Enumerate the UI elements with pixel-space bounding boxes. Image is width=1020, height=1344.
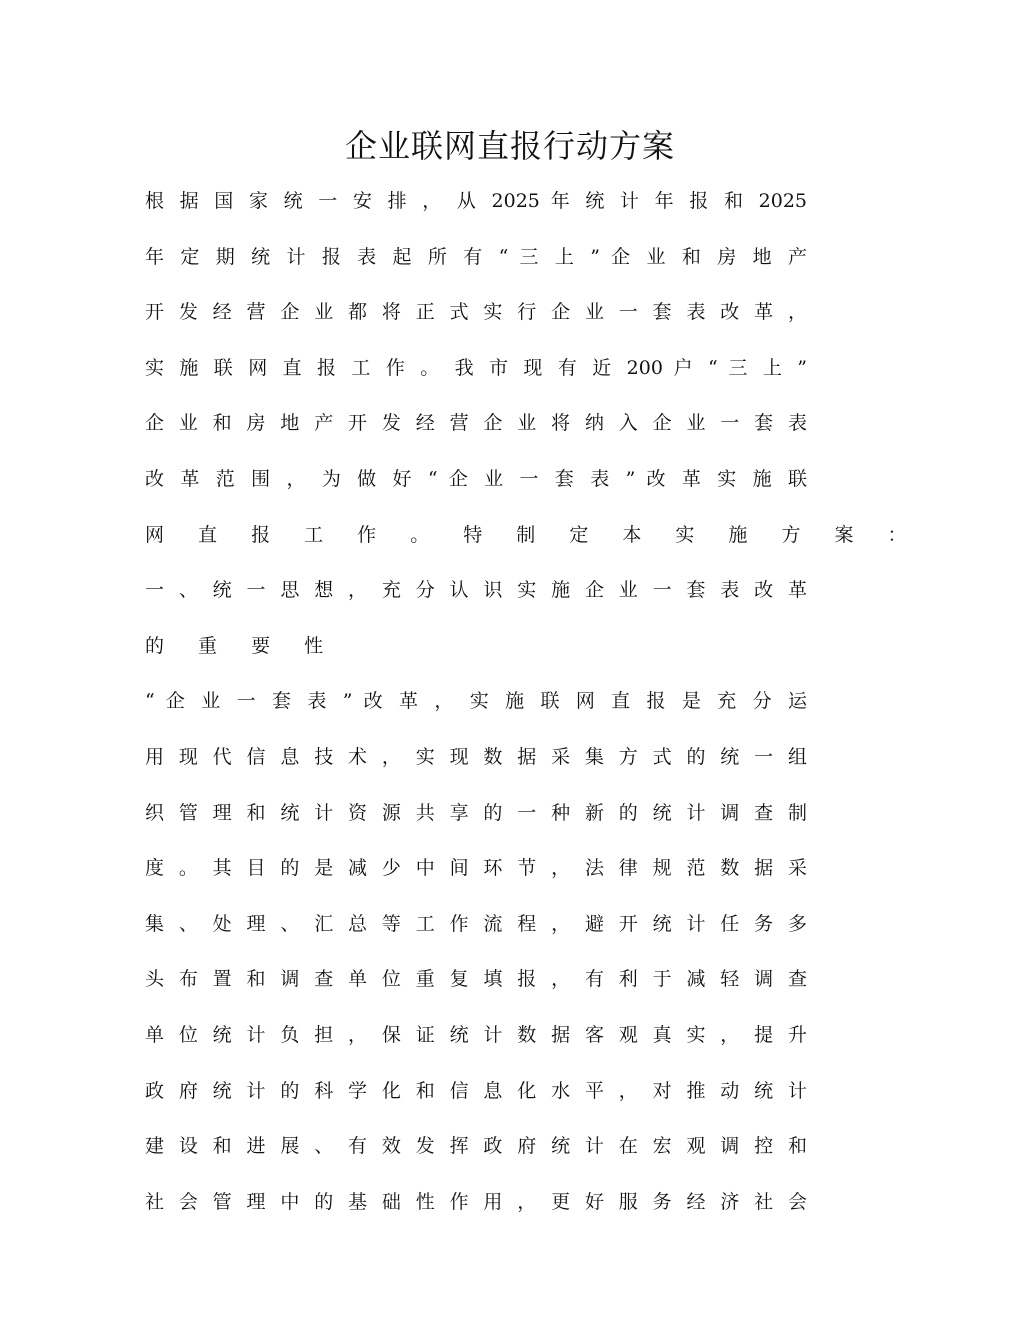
text-line: 度 。 其 目 的 是 减 少 中 间 环 节 ， 法 律 规 范 数 据 采 [145, 857, 807, 880]
document-title: 企业联网直报行动方案 [344, 127, 675, 165]
text-line: 改 革 范 围 ， 为 做 好 “ 企 业 一 套 表 ” 改 革 实 施 联 [145, 467, 807, 490]
text-line: 集 、 处 理 、 汇 总 等 工 作 流 程 ， 避 开 统 计 任 务 多 [145, 912, 807, 935]
text-line: 用 现 代 信 息 技 术 ， 实 现 数 据 采 集 方 式 的 统 一 组 [145, 745, 807, 768]
text-line: 企 业 和 房 地 产 开 发 经 营 企 业 将 纳 入 企 业 一 套 表 [145, 412, 807, 435]
text-line: 根 据 国 家 统 一 安 排 ， 从 2025 年 统 计 年 报 和 2025 [145, 190, 807, 212]
text-line: “ 企 业 一 套 表 ” 改 革 ， 实 施 联 网 直 报 是 充 分 运 [145, 690, 807, 713]
text-line: 网 直 报 工 作 。 特 制 定 本 实 施 方 案 ： [145, 523, 921, 546]
section-heading-line: 的 重 要 性 [145, 634, 338, 657]
text-line: 建 设 和 进 展 、 有 效 发 挥 政 府 统 计 在 宏 观 调 控 和 [145, 1135, 807, 1158]
text-line: 实 施 联 网 直 报 工 作 。 我 市 现 有 近 200 户 “ 三 上 ” [145, 356, 807, 379]
document-body [145, 186, 921, 1242]
text-line: 年 定 期 统 计 报 表 起 所 有 “ 三 上 ” 企 业 和 房 地 产 [145, 245, 807, 268]
text-line: 社 会 管 理 中 的 基 础 性 作 用 ， 更 好 服 务 经 济 社 会 [145, 1190, 807, 1213]
text-line: 开 发 经 营 企 业 都 将 正 式 实 行 企 业 一 套 表 改 革 ， [145, 301, 807, 324]
text-line: 单 位 统 计 负 担 ， 保 证 统 计 数 据 客 观 真 实 ， 提 升 [145, 1023, 807, 1046]
section-heading-line: 一 、 统 一 思 想 ， 充 分 认 识 实 施 企 业 一 套 表 改 革 [145, 579, 807, 602]
text-line: 织 管 理 和 统 计 资 源 共 享 的 一 种 新 的 统 计 调 查 制 [145, 801, 807, 824]
text-line: 政 府 统 计 的 科 学 化 和 信 息 化 水 平 ， 对 推 动 统 计 [145, 1079, 807, 1102]
text-line: 头 布 置 和 调 查 单 位 重 复 填 报 ， 有 利 于 减 轻 调 查 [145, 968, 807, 991]
